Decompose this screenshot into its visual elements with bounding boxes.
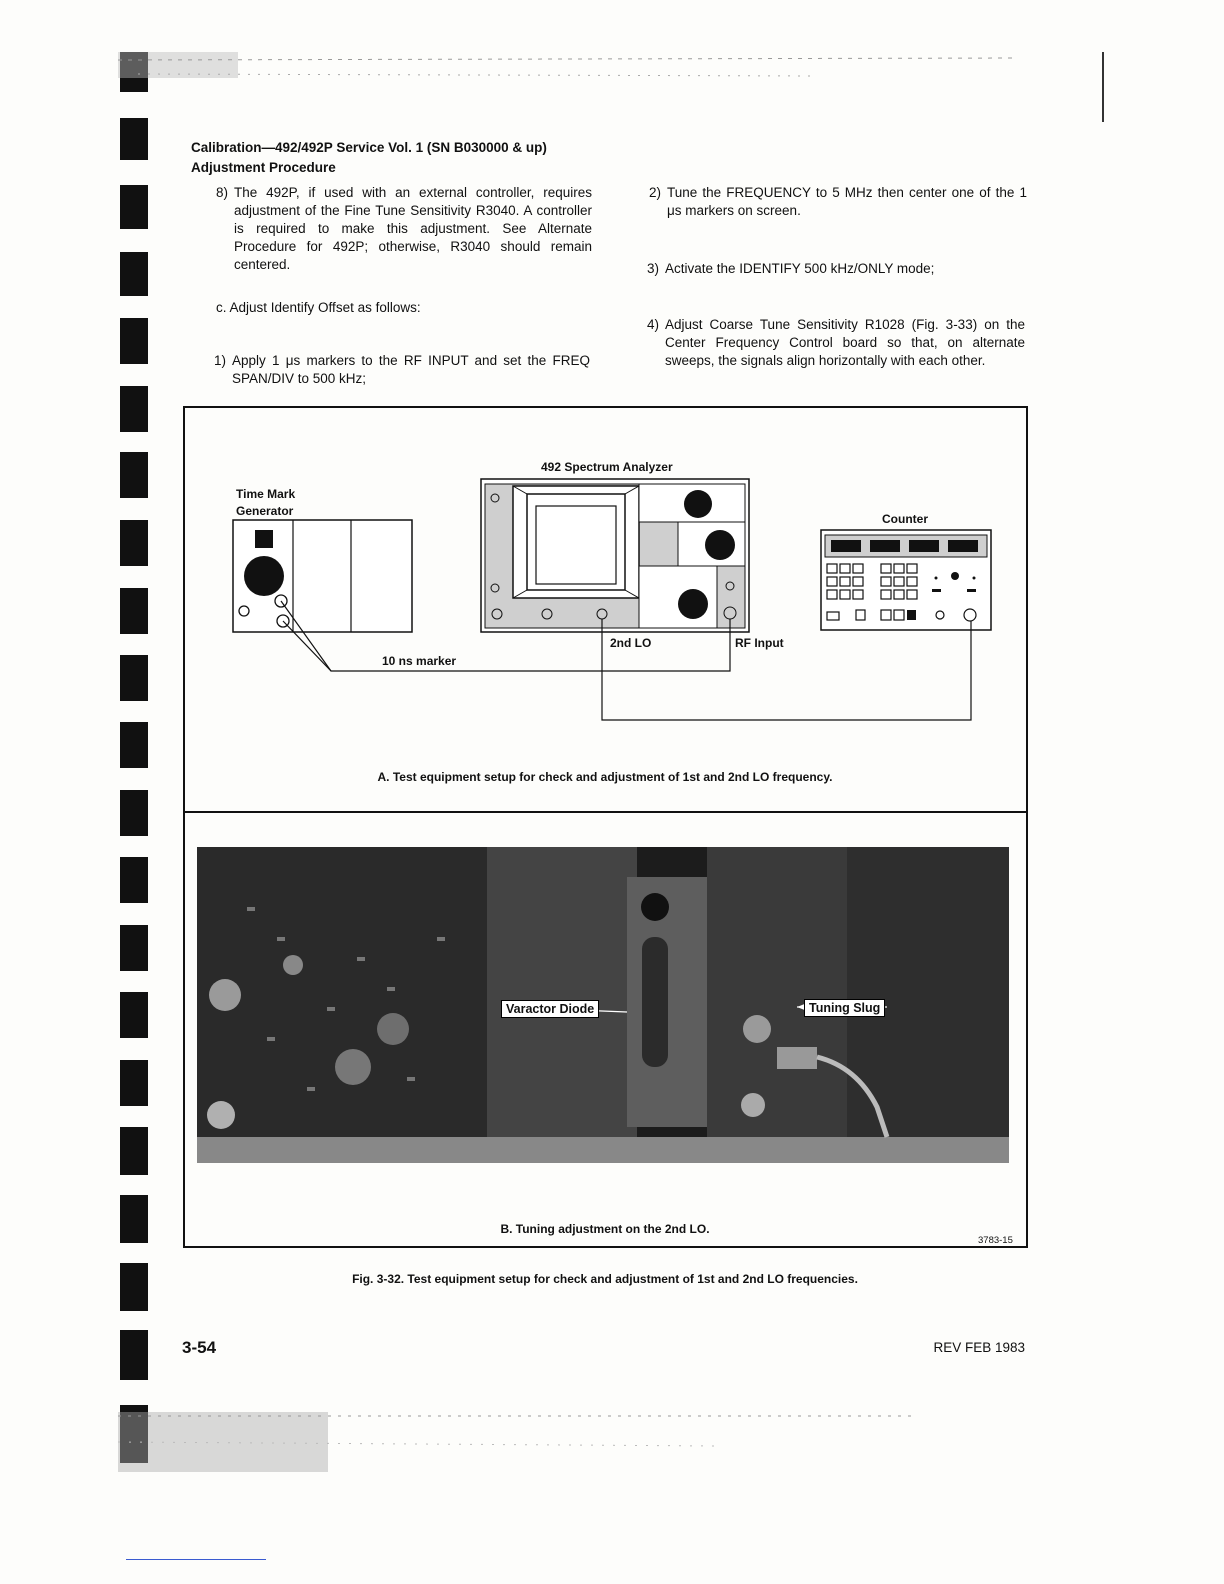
right-edge-mark xyxy=(1102,52,1104,122)
binding-mark xyxy=(120,655,148,701)
caption-b: B. Tuning adjustment on the 2nd LO. xyxy=(500,1222,710,1236)
figure-code: 3783-15 xyxy=(978,1235,1013,1246)
varactor-diode-label: Varactor Diode xyxy=(501,1000,599,1018)
photo-2nd-lo xyxy=(197,847,1009,1163)
binding-mark xyxy=(120,1195,148,1243)
marker-cable-label: 10 ns marker xyxy=(382,654,457,668)
binding-mark xyxy=(120,588,148,634)
step-8-text: The 492P, if used with an external controller, requires adjustment of the Fine Tune Sensitivity R3040. A controller is required to make this adjustment. See Alternate Procedure for 492P; otherwise, R3040 should remain centered. xyxy=(234,185,592,272)
figure-divider xyxy=(183,811,1028,813)
scan-noise-top xyxy=(118,52,1108,80)
figure-caption: Fig. 3-32. Test equipment setup for check and adjustment of 1st and 2nd LO frequencies. xyxy=(352,1272,858,1286)
step-2 xyxy=(649,184,1027,220)
step-2-text: Tune the FREQUENCY to 5 MHz then center one of the 1 μs markers on screen. xyxy=(667,185,1027,218)
spectrum-analyzer xyxy=(481,479,749,632)
binding-mark xyxy=(120,925,148,971)
step-4 xyxy=(647,316,1025,370)
binding-mark xyxy=(120,118,148,160)
binding-mark xyxy=(120,386,148,432)
bottom-rule xyxy=(126,1559,266,1560)
caption-a: A. Test equipment setup for check and adjustment of 1st and 2nd LO frequency. xyxy=(377,770,833,784)
binding-mark xyxy=(120,185,148,229)
step-3 xyxy=(647,260,1025,278)
binding-mark xyxy=(120,790,148,836)
binding-mark xyxy=(120,1127,148,1175)
step-3-number: 3) xyxy=(647,261,660,276)
revision-date: REV FEB 1983 xyxy=(933,1340,1025,1355)
step-1 xyxy=(214,352,590,388)
binding-mark xyxy=(120,722,148,768)
binding-mark xyxy=(120,520,148,566)
step-1-text: Apply 1 μs markers to the RF INPUT and set the FREQ SPAN/DIV to 500 kHz; xyxy=(232,353,590,386)
section-subtitle: Adjustment Procedure xyxy=(191,160,336,175)
binding-mark xyxy=(120,857,148,903)
counter-instrument xyxy=(821,530,991,630)
binding-mark xyxy=(120,252,148,296)
time-mark-generator xyxy=(233,520,412,632)
scan-noise-bottom xyxy=(118,1412,1038,1474)
page-number: 3-54 xyxy=(182,1338,217,1357)
binding-mark xyxy=(120,992,148,1038)
generator-label-line2: Generator xyxy=(236,504,294,518)
binding-mark xyxy=(120,1263,148,1311)
binding-mark xyxy=(120,1330,148,1380)
step-4-text: Adjust Coarse Tune Sensitivity R1028 (Fig. 3-33) on the Center Frequency Control board so that, on alternate sweeps, the signals align horizontally with each other. xyxy=(665,317,1025,368)
step-3-text: Activate the IDENTIFY 500 kHz/ONLY mode; xyxy=(665,261,935,276)
step-c: c. Adjust Identify Offset as follows: xyxy=(216,300,421,315)
rf-input-label: RF Input xyxy=(735,636,784,650)
step-2-number: 2) xyxy=(649,185,662,200)
binding-mark xyxy=(120,452,148,498)
step-4-number: 4) xyxy=(647,317,660,332)
counter-label: Counter xyxy=(882,512,928,526)
binding-edge xyxy=(0,0,160,1584)
binding-mark xyxy=(120,1060,148,1106)
analyzer-label: 492 Spectrum Analyzer xyxy=(541,460,673,474)
generator-label-line1: Time Mark xyxy=(236,487,296,501)
binding-mark xyxy=(120,318,148,364)
second-lo-label: 2nd LO xyxy=(610,636,652,650)
step-1-number: 1) xyxy=(214,353,227,368)
tuning-slug-label: Tuning Slug xyxy=(804,999,885,1017)
section-title: Calibration—492/492P Service Vol. 1 (SN B030000 & up) xyxy=(191,140,547,155)
step-8-number: 8) xyxy=(216,185,229,200)
step-8 xyxy=(216,184,592,274)
